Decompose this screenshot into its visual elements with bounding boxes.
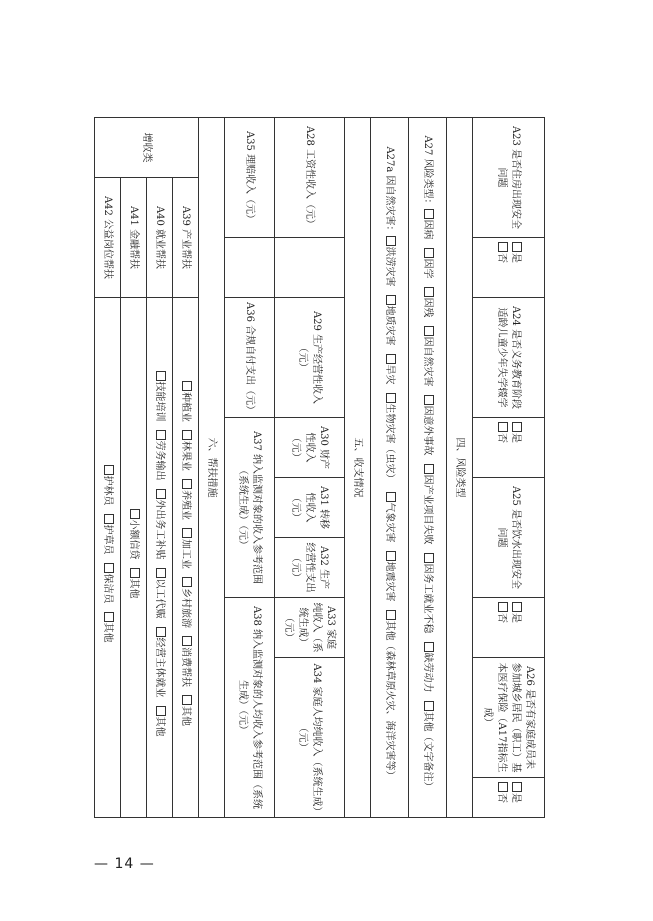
checkbox-icon bbox=[157, 627, 167, 637]
a26-yes-checkbox[interactable] bbox=[509, 782, 523, 813]
table-row bbox=[121, 118, 147, 818]
checkbox-label: 保洁员 bbox=[102, 573, 114, 604]
a24-no-checkbox[interactable] bbox=[495, 422, 509, 473]
a27a-option-checkbox[interactable] bbox=[385, 610, 396, 781]
a27-option-checkbox[interactable] bbox=[423, 326, 434, 387]
a39-option-checkbox[interactable] bbox=[181, 528, 192, 569]
a42-label: A42 公益岗位帮扶 bbox=[95, 178, 121, 298]
checkbox-label: 是 bbox=[510, 613, 522, 623]
checkbox-icon bbox=[183, 430, 193, 440]
a23-choices bbox=[473, 238, 545, 298]
checkbox-icon bbox=[513, 782, 523, 792]
checkbox-icon bbox=[499, 782, 509, 792]
checkbox-icon bbox=[425, 464, 435, 474]
a42-option-checkbox[interactable] bbox=[103, 465, 114, 506]
checkbox-label: 因务工就业不稳 bbox=[422, 563, 434, 634]
a27a-options bbox=[385, 236, 396, 789]
a41-options bbox=[121, 298, 147, 818]
checkbox-icon bbox=[157, 430, 167, 440]
checkbox-label: 因自然灾害 bbox=[422, 336, 434, 387]
checkbox-icon bbox=[131, 509, 141, 519]
rotated-form bbox=[95, 117, 545, 817]
a42-option-checkbox[interactable] bbox=[103, 563, 114, 604]
a39-option-checkbox[interactable] bbox=[181, 577, 192, 628]
a27a-option-checkbox[interactable] bbox=[385, 295, 396, 346]
a24-yes-checkbox[interactable] bbox=[509, 422, 523, 473]
checkbox-label: 缺劳动力 bbox=[422, 652, 434, 693]
checkbox-icon bbox=[425, 326, 435, 336]
a28-label: A28 工资性收入（元） bbox=[275, 118, 345, 238]
table-row bbox=[147, 118, 173, 818]
checkbox-icon bbox=[183, 381, 193, 391]
checkbox-icon bbox=[425, 209, 435, 219]
checkbox-label: 经营主体就业 bbox=[154, 637, 166, 698]
checkbox-icon bbox=[387, 354, 397, 364]
checkbox-label: 其他（森林草原火灾、海洋灾害等） bbox=[384, 620, 396, 781]
a33-label: A33 家庭纯收入（系统生成）（元） bbox=[275, 598, 345, 658]
checkbox-icon bbox=[157, 371, 167, 381]
a27a-row bbox=[371, 118, 409, 818]
a40-options bbox=[147, 298, 173, 818]
a27a-option-checkbox[interactable] bbox=[385, 354, 396, 385]
section-income: 五、收支情况 bbox=[345, 118, 371, 818]
checkbox-icon bbox=[183, 636, 193, 646]
a24-choices bbox=[473, 418, 545, 478]
table-row bbox=[275, 118, 345, 818]
a23-yes-checkbox[interactable] bbox=[509, 242, 523, 293]
a39-options bbox=[173, 298, 199, 818]
checkbox-icon bbox=[183, 695, 193, 705]
checkbox-label: 护草员 bbox=[102, 524, 114, 555]
checkbox-label: 是 bbox=[510, 793, 522, 804]
a29-label: A29 生产经营性收入（元） bbox=[275, 298, 345, 418]
a26-label: A26 是否有家庭成员未参加城乡居民（职工）基本医疗保险（A17指标生成） bbox=[473, 658, 545, 778]
checkbox-label: 因意外事故 bbox=[422, 405, 434, 456]
checkbox-label: 其他 bbox=[180, 706, 192, 726]
checkbox-icon bbox=[499, 602, 509, 612]
checkbox-label: 地震灾害 bbox=[384, 561, 396, 602]
checkbox-icon bbox=[425, 701, 435, 711]
a27-row bbox=[409, 118, 447, 818]
checkbox-icon bbox=[387, 492, 397, 502]
checkbox-icon bbox=[499, 242, 509, 252]
a27-option-checkbox[interactable] bbox=[423, 248, 434, 279]
a35-label: A35 理赔收入（元） bbox=[225, 118, 275, 238]
checkbox-label: 其他 bbox=[102, 622, 114, 643]
checkbox-label: 其他 bbox=[154, 716, 166, 737]
checkbox-icon bbox=[105, 563, 115, 573]
household-monitoring-form bbox=[94, 117, 545, 818]
a40-option-checkbox[interactable] bbox=[155, 568, 166, 619]
checkbox-label: 否 bbox=[496, 253, 508, 263]
a40-option-checkbox[interactable] bbox=[155, 627, 166, 698]
table-row bbox=[199, 118, 225, 818]
checkbox-icon bbox=[513, 422, 523, 432]
checkbox-label: 洪涝灾害 bbox=[384, 246, 396, 287]
a41-label: A41 金融帮扶 bbox=[121, 178, 147, 298]
a39-option-checkbox[interactable] bbox=[181, 479, 192, 520]
a25-choices bbox=[473, 598, 545, 658]
checkbox-icon bbox=[105, 612, 115, 622]
checkbox-icon bbox=[183, 528, 193, 538]
checkbox-label: 林果业 bbox=[180, 441, 192, 471]
a27-option-checkbox[interactable] bbox=[423, 395, 434, 456]
a27a-option-checkbox[interactable] bbox=[385, 551, 396, 602]
a27-options bbox=[423, 209, 434, 800]
checkbox-label: 劳务输出 bbox=[154, 440, 166, 481]
a27-option-checkbox[interactable] bbox=[423, 209, 434, 240]
checkbox-icon bbox=[105, 465, 115, 475]
a40-option-checkbox[interactable] bbox=[155, 489, 166, 560]
a26-no-checkbox[interactable] bbox=[495, 782, 509, 813]
a32-label: A32 生产经营性支出（元） bbox=[275, 538, 345, 598]
a40-option-checkbox[interactable] bbox=[155, 706, 166, 737]
checkbox-label: 气象灾害 bbox=[384, 502, 396, 543]
checkbox-icon bbox=[131, 568, 141, 578]
checkbox-icon bbox=[183, 479, 193, 489]
a40-option-checkbox[interactable] bbox=[155, 371, 166, 422]
a25-yes-checkbox[interactable] bbox=[509, 602, 523, 653]
checkbox-label: 技能培训 bbox=[154, 381, 166, 422]
a27-option-checkbox[interactable] bbox=[423, 701, 434, 792]
a40-label: A40 就业帮扶 bbox=[147, 178, 173, 298]
a35-value[interactable] bbox=[225, 238, 275, 298]
checkbox-icon bbox=[425, 395, 435, 405]
a36-label: A36 合规自付支出（元） bbox=[225, 298, 275, 418]
checkbox-label: 小额信贷 bbox=[128, 519, 140, 560]
checkbox-icon bbox=[513, 602, 523, 612]
table-row bbox=[225, 118, 275, 818]
a24-label: A24 是否义务教育阶段适龄儿童少年失学辍学 bbox=[473, 298, 545, 418]
page-number: — 14 — bbox=[94, 856, 155, 872]
checkbox-icon bbox=[157, 706, 167, 716]
a27-label: A27 风险类型： bbox=[422, 135, 434, 209]
a27-option-checkbox[interactable] bbox=[423, 287, 434, 318]
a25-no-checkbox[interactable] bbox=[495, 602, 509, 653]
a23-no-checkbox[interactable] bbox=[495, 242, 509, 293]
checkbox-label: 护林员 bbox=[102, 475, 114, 506]
checkbox-label: 加工业 bbox=[180, 539, 192, 569]
checkbox-icon bbox=[425, 553, 435, 563]
checkbox-icon bbox=[105, 514, 115, 524]
a41-option-checkbox[interactable] bbox=[129, 568, 140, 599]
table-row bbox=[371, 118, 409, 818]
table-row bbox=[409, 118, 447, 818]
a39-option-checkbox[interactable] bbox=[181, 381, 192, 422]
table-row bbox=[473, 118, 545, 818]
checkbox-label: 消费帮扶 bbox=[180, 647, 192, 687]
checkbox-icon bbox=[387, 295, 397, 305]
a42-option-checkbox[interactable] bbox=[103, 514, 114, 555]
table-row bbox=[447, 118, 473, 818]
table-row bbox=[95, 118, 121, 818]
a39-option-checkbox[interactable] bbox=[181, 430, 192, 471]
a40-option-checkbox[interactable] bbox=[155, 430, 166, 481]
group-increase-income: 增收类 bbox=[95, 118, 199, 178]
checkbox-label: 因产业项目失败 bbox=[422, 474, 434, 545]
checkbox-icon bbox=[183, 577, 193, 587]
checkbox-label: 养殖业 bbox=[180, 490, 192, 520]
table-row bbox=[345, 118, 371, 818]
checkbox-label: 以工代赈 bbox=[154, 578, 166, 619]
checkbox-icon bbox=[513, 242, 523, 252]
a27-option-checkbox[interactable] bbox=[423, 553, 434, 634]
checkbox-icon bbox=[387, 236, 397, 246]
a42-option-checkbox[interactable] bbox=[103, 612, 114, 643]
checkbox-icon bbox=[425, 248, 435, 258]
checkbox-label: 旱灾 bbox=[384, 364, 396, 385]
checkbox-label: 地质灾害 bbox=[384, 305, 396, 346]
a25-label: A25 是否饮水出现安全问题 bbox=[473, 478, 545, 598]
checkbox-label: 因学 bbox=[422, 258, 434, 279]
section-risk-type: 四、风险类型 bbox=[447, 118, 473, 818]
checkbox-label: 种植业 bbox=[180, 392, 192, 422]
checkbox-label: 其他（文字备注） bbox=[422, 711, 434, 792]
checkbox-label: 其他 bbox=[128, 578, 140, 599]
checkbox-label: 否 bbox=[496, 433, 508, 443]
a37-label: A37 纳入监测对象的收入参考范围（系统生成）（元） bbox=[225, 418, 275, 598]
checkbox-label: 生物灾害（虫灾） bbox=[384, 403, 396, 484]
checkbox-icon bbox=[387, 551, 397, 561]
checkbox-icon bbox=[425, 642, 435, 652]
a26-choices bbox=[473, 778, 545, 818]
a39-label: A39 产业帮扶 bbox=[173, 178, 199, 298]
checkbox-label: 外出务工补贴 bbox=[154, 499, 166, 560]
a38-label: A38 纳入监测对象的人均收入参考范围（系统生成）（元） bbox=[225, 598, 275, 818]
checkbox-icon bbox=[425, 287, 435, 297]
checkbox-label: 否 bbox=[496, 613, 508, 623]
checkbox-label: 否 bbox=[496, 793, 508, 804]
a27-option-checkbox[interactable] bbox=[423, 464, 434, 545]
a41-option-checkbox[interactable] bbox=[129, 509, 140, 560]
a27a-option-checkbox[interactable] bbox=[385, 393, 396, 484]
section-support: 六、帮扶措施 bbox=[199, 118, 225, 818]
a42-options bbox=[95, 298, 121, 818]
a27a-label: A27a 因自然灾害： bbox=[384, 146, 396, 236]
a23-label: A23 是否住房出现安全问题 bbox=[473, 118, 545, 238]
checkbox-label: 是 bbox=[510, 253, 522, 263]
checkbox-icon bbox=[387, 610, 397, 620]
checkbox-label: 因病 bbox=[422, 219, 434, 240]
a39-option-checkbox[interactable] bbox=[181, 695, 192, 726]
a28-value[interactable] bbox=[275, 238, 345, 298]
a27a-option-checkbox[interactable] bbox=[385, 492, 396, 543]
checkbox-label: 是 bbox=[510, 433, 522, 443]
checkbox-label: 乡村旅游 bbox=[180, 588, 192, 628]
checkbox-icon bbox=[157, 489, 167, 499]
checkbox-label: 因残 bbox=[422, 297, 434, 318]
a34-label: A34 家庭人均纯收入（系统生成）（元） bbox=[275, 658, 345, 818]
checkbox-icon bbox=[157, 568, 167, 578]
checkbox-icon bbox=[499, 422, 509, 432]
a31-label: A31 转移性收入（元） bbox=[275, 478, 345, 538]
a27-option-checkbox[interactable] bbox=[423, 642, 434, 693]
checkbox-icon bbox=[387, 393, 397, 403]
a27a-option-checkbox[interactable] bbox=[385, 236, 396, 287]
a39-option-checkbox[interactable] bbox=[181, 636, 192, 687]
table-row bbox=[173, 118, 199, 818]
a30-label: A30 财产性收入（元） bbox=[275, 418, 345, 478]
